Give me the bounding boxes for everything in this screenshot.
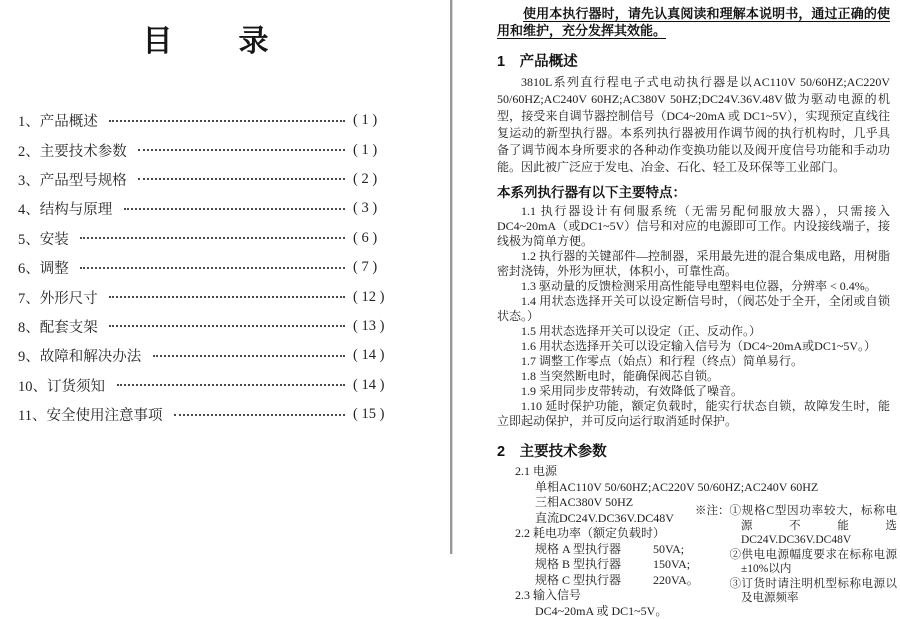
feature-1-8: 1.8 当突然断电时，能确保阀芯自锁。: [497, 369, 890, 384]
dotted-leader: [117, 384, 345, 386]
toc-item-5: [18, 224, 395, 253]
toc-item-label: 1、产品概述: [18, 110, 101, 131]
usage-notice: 使用本执行器时，请先认真阅读和理解本说明书，通过正确的使用和维护，充分发挥其效能。: [497, 5, 890, 39]
input-signal-label: 2.3 输入信号: [515, 588, 890, 604]
toc-item-label: 10、订货须知: [18, 375, 109, 396]
toc-item-8: [18, 312, 395, 341]
toc-item-label: 9、故障和解决办法: [18, 345, 145, 366]
dotted-leader: [80, 267, 345, 269]
dotted-leader: [153, 355, 345, 357]
feature-1-2: 1.2 执行器的关键部件—控制器，采用最先进的混合集成电路，用树脂密封浇铸，外形为匣状，体积小，可靠性高。: [497, 249, 890, 279]
section1-intro: 3810L系列直行程电子式电动执行器是以AC110V 50/60HZ;AC220V 50/60HZ;AC240V 60HZ;AC380V 50HZ;DC24V.36V.48V做为驱动电源的机型，接受来自调节器控制信号（DC4~20mA 或 DC1~5V），实现预定直线往复运动的新型执行器。本系列执行器被用作调节阀的执行机构时，几乎具备了调节阀本身所要求的各种动作变换功能以及阀开度信号功能和手动功能。因此被广泛应于发电、冶金、石化、轻工及环保等工业部门。: [497, 74, 890, 176]
toc-item-page: ( 14 ): [353, 377, 395, 394]
toc-item-label: 8、配套支架: [18, 316, 101, 337]
toc-title: 目 录: [18, 16, 395, 60]
toc-list: [18, 106, 395, 429]
section1-heading: 1 产品概述: [497, 50, 890, 71]
toc-item-2: [18, 135, 395, 164]
spec-label: 规格 C 型执行器: [535, 573, 653, 589]
toc-item-page: ( 1 ): [353, 142, 395, 159]
note-item-1: ①规格C型因功率较大，标称电源不能选DC24V.DC36V.DC48V: [730, 504, 898, 548]
toc-item-page: ( 3 ): [353, 200, 395, 217]
note-item-3: ③订货时请注明机型标称电源以及电源频率: [730, 577, 898, 606]
feature-1-5: 1.5 用状态选择开关可以设定（正、反动作。）: [497, 324, 890, 339]
input-signal-value: DC4~20mA 或 DC1~5V。: [535, 604, 890, 619]
note-item-2: ②供电电源幅度要求在标称电源 ±10%以内: [730, 548, 898, 577]
power-line-three-phase: 三相AC380V 50HZ: [535, 495, 890, 511]
feature-1-6: 1.6 用状态选择开关可以设定输入信号为（DC4~20mA或DC1~5V。）: [497, 339, 890, 354]
spec-value: 220VA。: [653, 573, 699, 589]
toc-item-label: 7、外形尺寸: [18, 287, 101, 308]
spec-label: 规格 B 型执行器: [535, 557, 653, 573]
section2-heading: 2 主要技术参数: [497, 440, 890, 461]
toc-item-9: [18, 341, 395, 370]
toc-item-7: [18, 282, 395, 311]
section2-body: [497, 464, 890, 619]
toc-item-label: 5、安装: [18, 228, 72, 249]
dotted-leader: [109, 120, 345, 122]
toc-item-page: ( 12 ): [353, 289, 395, 306]
note-box: [695, 504, 897, 606]
note-items: [730, 504, 898, 606]
toc-item-page: ( 13 ): [353, 318, 395, 335]
feature-1-7: 1.7 调整工作零点（始点）和行程（终点）简单易行。: [497, 354, 890, 369]
toc-page: [0, 0, 450, 554]
spec-value: 50VA;: [653, 542, 684, 558]
consumption-label: 2.2 耗电功率（额定负载时）: [515, 526, 890, 542]
toc-item-label: 3、产品型号规格: [18, 169, 130, 190]
power-line-single-phase: 单相AC110V 50/60HZ;AC220V 50/60HZ;AC240V 60HZ: [535, 480, 890, 496]
dotted-leader: [109, 325, 345, 327]
spec-label: 规格 A 型执行器: [535, 542, 653, 558]
toc-item-1: [18, 106, 395, 135]
toc-item-page: ( 14 ): [353, 347, 395, 364]
dotted-leader: [138, 149, 345, 151]
dotted-leader: [124, 208, 345, 210]
dotted-leader: [80, 237, 345, 239]
toc-item-label: 4、结构与原理: [18, 198, 116, 219]
feature-1-9: 1.9 采用同步皮带转动，有效降低了噪音。: [497, 384, 890, 399]
feature-1-3: 1.3 驱动量的反馈检测采用高性能导电塑料电位器，分辨率 < 0.4%。: [497, 279, 890, 294]
toc-item-10: [18, 371, 395, 400]
dotted-leader: [138, 178, 345, 180]
toc-item-3: [18, 165, 395, 194]
toc-item-page: ( 6 ): [353, 230, 395, 247]
note-prefix: ※注：: [695, 504, 730, 606]
dotted-leader: [174, 414, 345, 416]
toc-item-page: ( 1 ): [353, 112, 395, 129]
toc-item-page: ( 2 ): [353, 171, 395, 188]
feature-1-10: 1.10 延时保护功能，额定负载时，能实行状态自锁，故障发生时，能立即起动保护，并可反向运行取消延时保护。: [497, 399, 890, 429]
power-label: 2.1 电源: [515, 464, 890, 480]
content-page: [452, 0, 900, 554]
power-line-dc: 直流DC24V.DC36V.DC48V: [535, 511, 890, 527]
feature-1-4: 1.4 用状态选择开关可以设定断信号时，（阀芯处于全开，全闭或自锁状态。）: [497, 294, 890, 324]
feature-1-1: 1.1 执行器设计有伺服系统（无需另配伺服放大器），只需接入DC4~20mA（或DC1~5V）信号和对应的电源即可工作。内设接线端子，接线极为简单方便。: [497, 204, 890, 249]
spec-value: 150VA;: [653, 557, 690, 573]
toc-item-label: 11、安全使用注意事项: [18, 404, 166, 425]
toc-item-page: ( 15 ): [353, 406, 395, 423]
toc-item-4: [18, 194, 395, 223]
toc-item-page: ( 7 ): [353, 259, 395, 276]
toc-item-label: 6、调整: [18, 257, 72, 278]
toc-item-11: [18, 400, 395, 429]
dotted-leader: [109, 296, 345, 298]
toc-item-6: [18, 253, 395, 282]
features-heading: 本系列执行器有以下主要特点：: [497, 181, 890, 201]
toc-item-label: 2、主要技术参数: [18, 140, 130, 161]
